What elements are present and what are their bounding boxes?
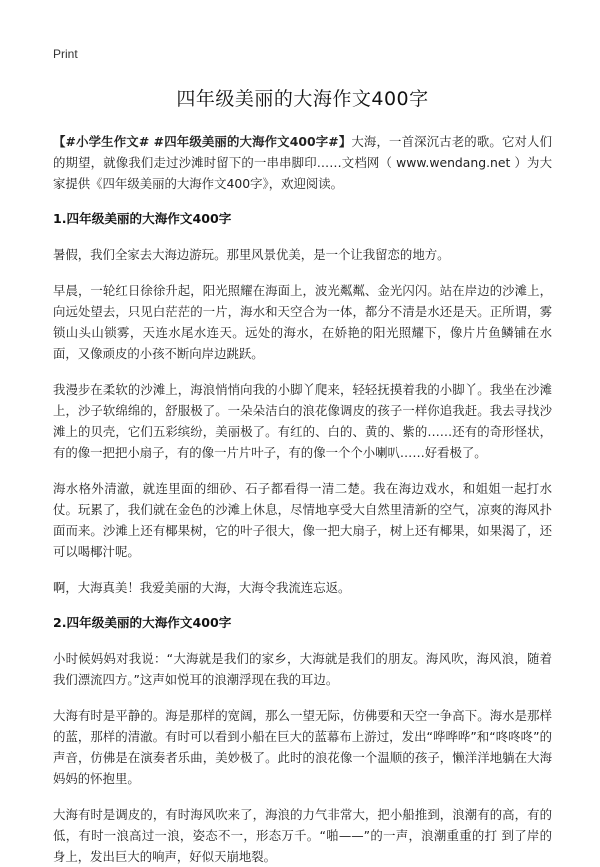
paragraph: 早晨，一轮红日徐徐升起，阳光照耀在海面上，波光粼粼、金光闪闪。站在岸边的沙滩上，向远处望去，只见白茫茫的一片，海水和天空合为一体，都分不清是水还是天。正所谓，雾锁山头山锁雾，天连水尾水连天。远处的海水，在娇艳的阳光照耀下，像片片鱼鳞铺在水面，又像顽皮的小孩不断向岸边跳跃。 [53,283,552,361]
paragraph: 大海有时是平静的。海是那样的宽阔，那么一望无际，仿佛要和天空一争高下。海水是那样的蓝，那样的清澈。有时可以看到小船在巨大的蓝幕布上游过，发出“哗哗哗”和“咚咚咚”的声音，仿佛是在演奏者乐曲，美妙极了。此时的浪花像一个温顺的孩子，懒洋洋地躺在大海妈妈的怀抱里。 [53,708,552,786]
paragraph: 啊，大海真美！我爱美丽的大海，大海令我流连忘返。 [53,580,351,595]
document-title: 四年级美丽的大海作文400字 [176,88,429,110]
section-1 [53,209,552,598]
paragraph: 我漫步在柔软的沙滩上，海浪悄悄向我的小脚丫爬来，轻轻抚摸着我的小脚丫。我坐在沙滩上，沙子软绵绵的，舒服极了。一朵朵洁白的浪花像调皮的孩子一样你追我赶。我去寻找沙滩上的贝壳，它们五彩缤纷，美丽极了。有红的、白的、黄的、紫的……还有的奇形怪状，有的像一把把小扇子，有的像一片片叶子，有的像一个个小喇叭……好看极了。 [53,382,552,460]
intro-tags: 【#小学生作文# #四年级美丽的大海作文400字#】 [53,134,352,149]
paragraph: 小时候妈妈对我说：“大海就是我们的家乡，大海就是我们的朋友。海风吹，海风浪，随着我们漂流四方。”这声如悦耳的浪潮浮现在我的耳边。 [53,651,552,687]
intro-paragraph [53,131,552,194]
paragraph: 暑假，我们全家去大海边游玩。那里风景优美，是一个让我留恋的地方。 [53,247,450,262]
intro-text: 大海，一首深沉古老的歌。它对人们的期望，就像我们走过沙滩时留下的一串串脚印……文档网（ www.wendang.net ）为大家提供《四年级美丽的大海作文400字》，欢迎阅读。 [53,134,552,191]
paragraph: 大海有时是调皮的，有时海风吹来了，海浪的力气非常大，把小船推到，浪潮有的高，有的低，有时一浪高过一浪，姿态不一，形态万千。“啪——”的一声，浪潮重重的打 到了岸的身上，发出巨大的响声，好似天崩地裂。 [53,807,552,864]
section-heading: 1.四年级美丽的大海作文400字 [53,211,232,226]
section-2 [53,613,552,867]
paragraph: 海水格外清澈，就连里面的细砂、石子都看得一清二楚。我在海边戏水，和姐姐一起打水仗。玩累了，我们就在金色的沙滩上休息，尽情地享受大自然里清新的空气，凉爽的海风扑面而来。沙滩上还有椰果树，它的叶子很大，像一把大扇子，树上还有椰果，如果渴了，还可以喝椰汁呢。 [53,481,552,559]
section-heading: 2.四年级美丽的大海作文400字 [53,615,232,630]
print-label: Print [53,47,78,61]
